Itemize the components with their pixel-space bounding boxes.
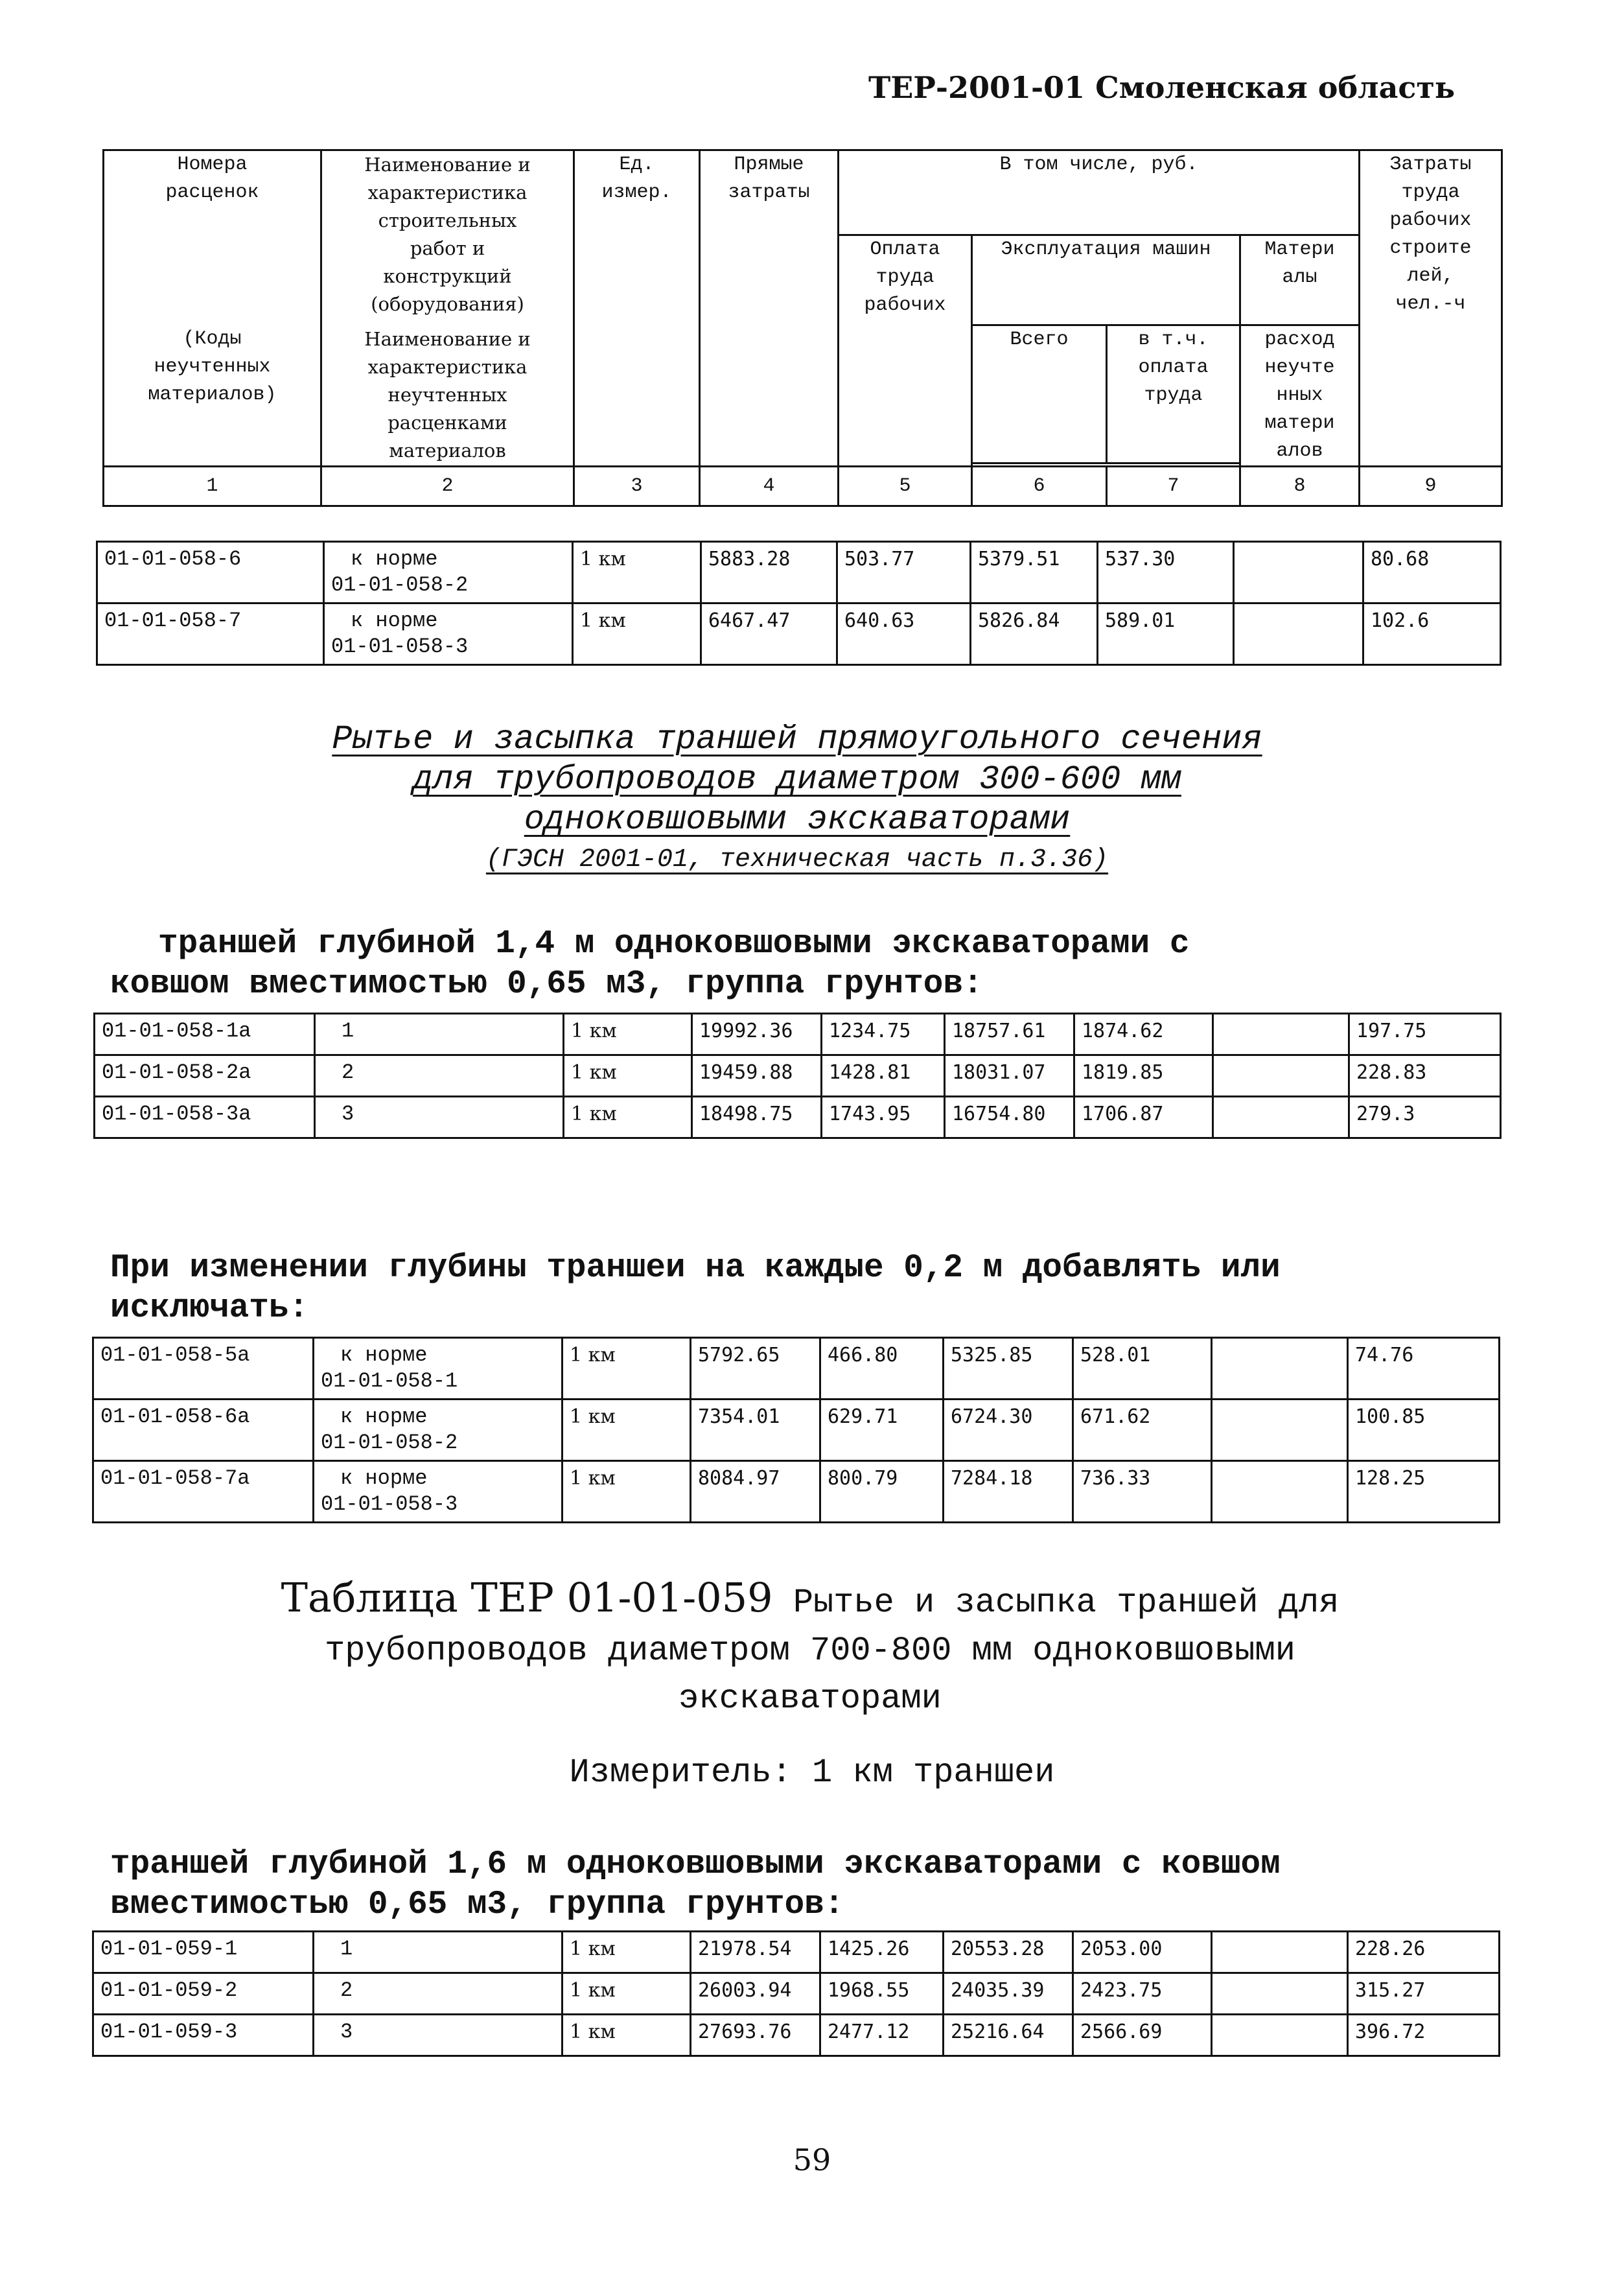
col6-header: Всего bbox=[972, 325, 1107, 463]
table-059-title: Таблица ТЕР 01-01-059 Рытье и засыпка траншей для трубопроводов диаметром 700-800 мм одноковшовыми экскаваторами bbox=[281, 1574, 1340, 1718]
col2-header-bottom: Наименование и характеристика неучтенных расценками материалов bbox=[321, 325, 574, 467]
condition-text-2: При изменении глубины траншеи на каждые 0,2 м добавлять или исключать: bbox=[110, 1250, 1281, 1327]
col5-header: Оплата труда рабочих bbox=[839, 235, 972, 467]
col1-header-top: Номера расценок bbox=[104, 150, 321, 325]
col3-header: Ед. измер. bbox=[574, 150, 700, 467]
measure-unit: Измеритель: 1 км траншеи bbox=[569, 1753, 1055, 1792]
table-row: 01-01-058-7а к норме 01-01-058-3 1 км 8084.97 800.79 7284.18 736.33 128.25 bbox=[93, 1461, 1500, 1523]
table-row: 01-01-058-6а к норме 01-01-058-2 1 км 7354.01 629.71 6724.30 671.62 100.85 bbox=[93, 1400, 1500, 1461]
table-row: 01-01-058-5а к норме 01-01-058-1 1 км 5792.65 466.80 5325.85 528.01 74.76 bbox=[93, 1338, 1500, 1400]
col2-header-top: Наименование и характеристика строительных работ и конструкций (оборудования) bbox=[321, 150, 574, 325]
table-row: 01-01-059-1 1 1 км 21978.54 1425.26 20553.28 2053.00 228.26 bbox=[93, 1932, 1500, 1973]
col1-header-bottom: (Коды неучтенных материалов) bbox=[104, 325, 321, 467]
table-row: 01-01-059-2 2 1 км 26003.94 1968.55 24035.39 2423.75 315.27 bbox=[93, 1973, 1500, 2015]
page-header-title: ТЕР-2001-01 Смоленская область bbox=[868, 70, 1456, 105]
table-row: 01-01-058-2а 2 1 км 19459.88 1428.81 18031.07 1819.85 228.83 bbox=[95, 1055, 1501, 1097]
column-header-table bbox=[102, 149, 1503, 507]
rates-table-4 bbox=[92, 1930, 1500, 2057]
table-row: 01-01-058-1а 1 1 км 19992.36 1234.75 18757.61 1874.62 197.75 bbox=[95, 1014, 1501, 1055]
table-row: 01-01-059-3 3 1 км 27693.76 2477.12 25216.64 2566.69 396.72 bbox=[93, 2015, 1500, 2056]
column-numbers-row: 1 2 3 4 5 6 7 8 9 bbox=[104, 467, 1502, 506]
col8-header-top: Матери алы bbox=[1240, 235, 1360, 325]
table-row: 01-01-058-7 к норме 01-01-058-3 1 км 6467.47 640.63 5826.84 589.01 102.6 bbox=[97, 603, 1501, 665]
col8-header-bottom: расход неучте нных матери алов bbox=[1240, 325, 1360, 467]
group-header: В том числе, руб. bbox=[839, 150, 1360, 235]
col7-header: в т.ч. оплата труда bbox=[1107, 325, 1240, 463]
rates-table-1 bbox=[96, 541, 1502, 666]
col67-header: Эксплуатация машин bbox=[972, 235, 1240, 325]
condition-text-1: траншей глубиной 1,4 м одноковшовыми экскаваторами с ковшом вместимостью 0,65 м3, группа грунтов: bbox=[110, 926, 1190, 1003]
col4-header: Прямые затраты bbox=[700, 150, 839, 467]
section-title: Рытье и засыпка траншей прямоугольного сечения для трубопроводов диаметром 300-600 мм одноковшовыми экскаваторами (ГЭСН 2001-01, техническая часть п.3.36) bbox=[332, 720, 1262, 874]
table-row: 01-01-058-6 к норме 01-01-058-2 1 км 5883.28 503.77 5379.51 537.30 80.68 bbox=[97, 542, 1501, 603]
condition-text-3: траншей глубиной 1,6 м одноковшовыми экскаваторами с ковшом вместимостью 0,65 м3, группа грунтов: bbox=[110, 1846, 1281, 1923]
rates-table-2 bbox=[93, 1013, 1502, 1139]
rates-table-3 bbox=[92, 1337, 1500, 1523]
page-number: 59 bbox=[793, 2142, 831, 2177]
col9-header: Затраты труда рабочих строите лей, чел.-ч bbox=[1360, 150, 1502, 467]
table-row: 01-01-058-3а 3 1 км 18498.75 1743.95 16754.80 1706.87 279.3 bbox=[95, 1097, 1501, 1138]
